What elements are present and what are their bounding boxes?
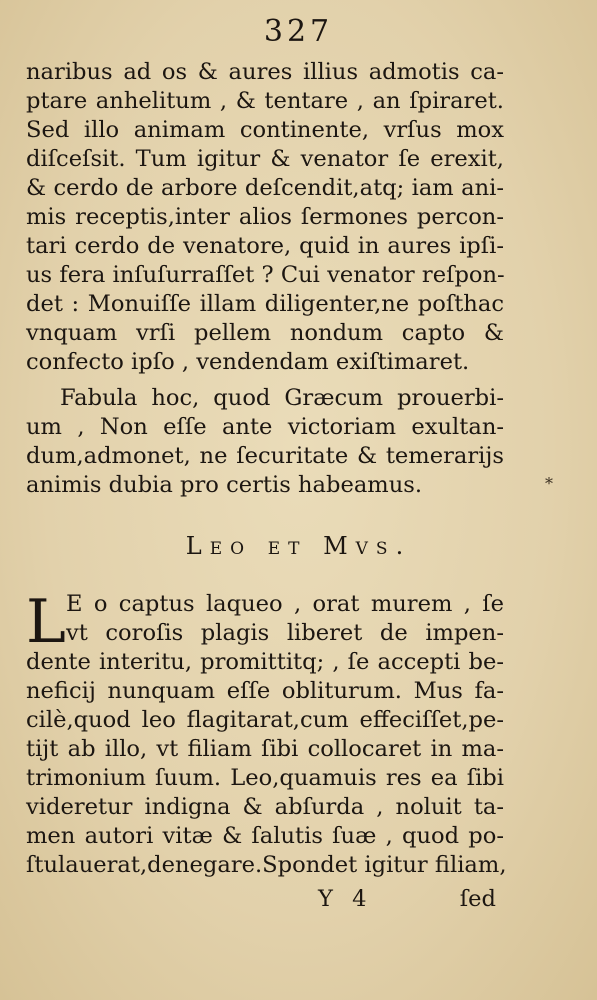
text-line: mis receptis,inter alios ſermones percon- <box>26 204 504 230</box>
text-line: ptare anhelitum , & tentare , an ſpiraret. <box>26 88 504 114</box>
text-line: trimonium ſuum. Leo,quamuis res ea ſibi <box>26 765 504 791</box>
text-line: animis dubia pro certis habeamus. <box>26 472 423 498</box>
text-line: vnquam vrſi pellem nondum capto & <box>26 320 504 346</box>
text-line: dente interitu, promittitq; , ſe accepti be- <box>26 649 504 675</box>
text-line: neficij nunquam eſſe obliturum. Mus fa- <box>26 678 504 704</box>
text-line: vt coroſis plagis liberet de impen- <box>66 620 504 646</box>
catchword: ſed <box>459 886 496 912</box>
text-line: E o captus laqueo , orat murem , ſe <box>66 591 504 617</box>
text-line: & cerdo de arbore deſcendit,atq; iam ani- <box>26 175 504 201</box>
text-line: ſtulauerat,denegare.Spondet igitur filiam, <box>26 852 507 878</box>
drop-cap: L <box>26 587 66 657</box>
text-line: Sed illo animam continente, vrſus mox <box>26 117 504 143</box>
text-line: cilè,quod leo flagitarat,cum effeciſſet,pe- <box>26 707 504 733</box>
text-line: naribus ad os & aures illius admotis ca- <box>26 59 504 85</box>
page-footer <box>26 886 504 918</box>
text-line: Fabula hoc, quod Græcum prouerbi- <box>60 385 504 411</box>
text-line: dum,admonet, ne ſecuritate & temerarijs <box>26 443 504 469</box>
text-line: videretur indigna & abſurda , noluit ta- <box>26 794 504 820</box>
text-line: tari cerdo de venatore, quid in aures ipſi- <box>26 233 504 259</box>
paragraph-moral <box>26 384 504 500</box>
signature-mark: Y 4 <box>318 886 373 912</box>
text-line: um , Non eſſe ante victoriam exultan- <box>26 414 504 440</box>
paragraph-fable-start <box>26 587 507 880</box>
text-line: us fera inſuſurraſſet ? Cui venator reſpon- <box>26 262 505 288</box>
text-line: confecto ipſo , vendendam exiſtimaret. <box>26 349 470 375</box>
text-line: tijt ab illo, vt filiam ſibi collocaret in ma- <box>26 736 504 762</box>
fable-title: Leo et Mvs. <box>185 532 412 560</box>
text-line: men autori vitæ & ſalutis ſuæ , quod po- <box>26 823 504 849</box>
text-line: diſceſsit. Tum igitur & venator ſe erexit, <box>26 146 504 172</box>
margin-mark: * <box>545 474 553 493</box>
page-number: 327 <box>263 14 334 49</box>
text-line: det : Monuiſſe illam diligenter,ne poſthac <box>26 291 504 317</box>
paragraph-fable-ending <box>26 58 504 377</box>
